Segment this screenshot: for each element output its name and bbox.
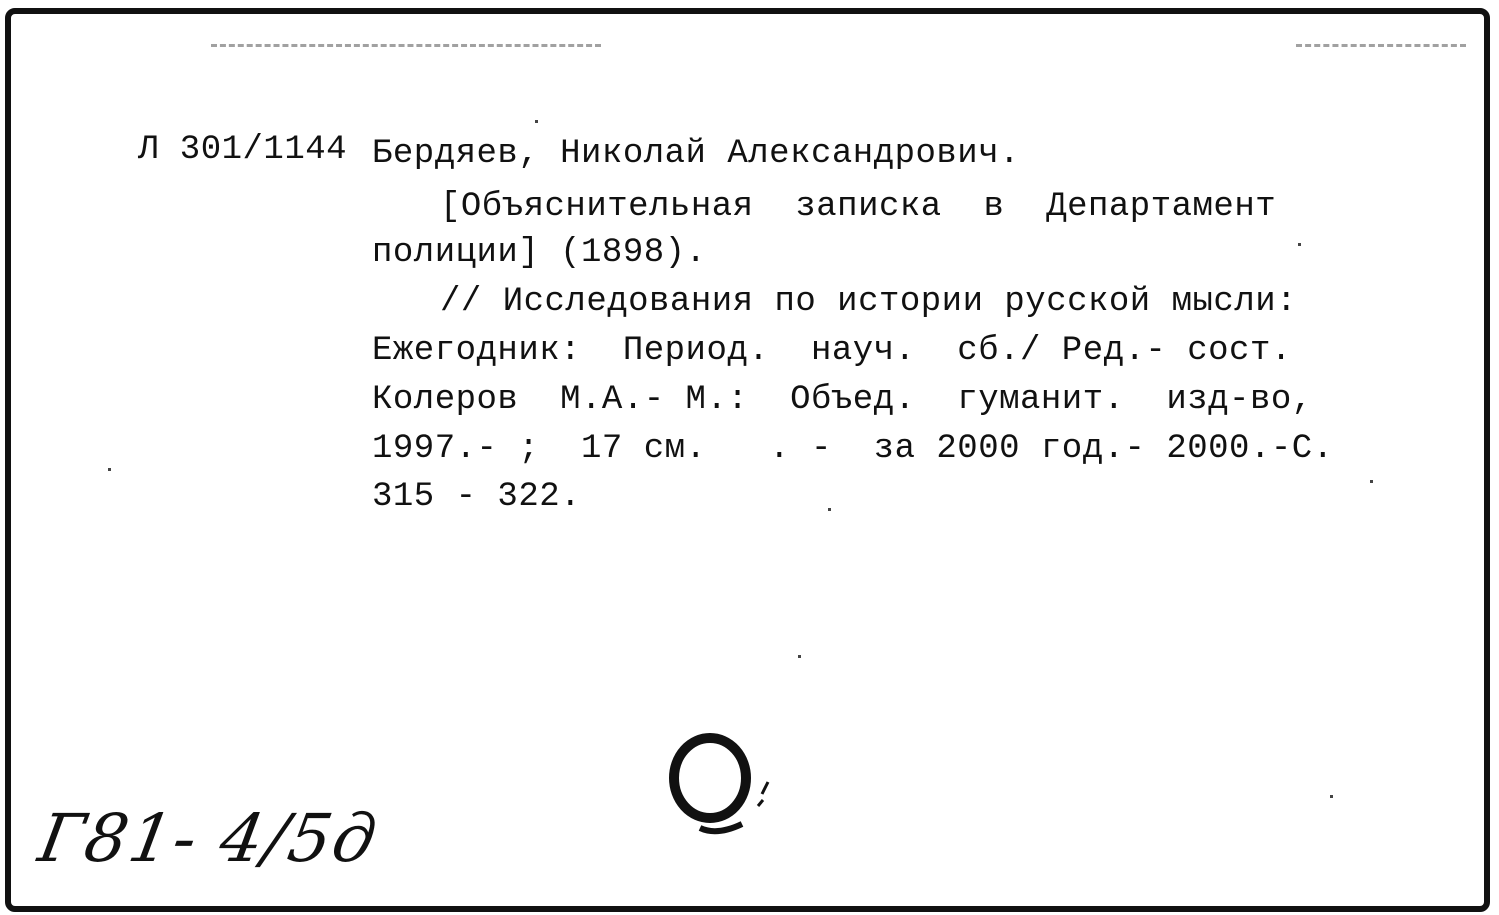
speck (108, 468, 111, 471)
author-heading: Бердяев, Николай Александрович. (372, 135, 1021, 173)
source-line-3: Колеров М.А.- М.: Объед. гуманит. изд-во, (372, 381, 1313, 419)
dashed-rule-right (1296, 44, 1466, 47)
speck (1330, 795, 1333, 798)
punch-hole-ring (662, 720, 772, 850)
speck (535, 120, 538, 123)
source-line-5: 315 - 322. (372, 478, 582, 516)
speck (1370, 480, 1373, 483)
speck (1298, 243, 1301, 246)
title-line-2: полиции] (1898). (372, 234, 707, 272)
source-line-2: Ежегодник: Период. науч. сб./ Ред.- сост. (372, 332, 1292, 370)
speck (828, 508, 831, 511)
shelfmark: Л 301/1144 (138, 131, 348, 169)
source-line-4: 1997.- ; 17 см. . - за 2000 год.- 2000.-С. (372, 430, 1334, 468)
handwritten-note: Г81- 4/5д (33, 800, 384, 877)
dashed-rule-left (211, 44, 601, 47)
title-line-1: [Объяснительная записка в Департамент (440, 188, 1277, 226)
speck (798, 655, 801, 658)
source-line-1: // Исследования по истории русской мысли: (440, 283, 1298, 321)
